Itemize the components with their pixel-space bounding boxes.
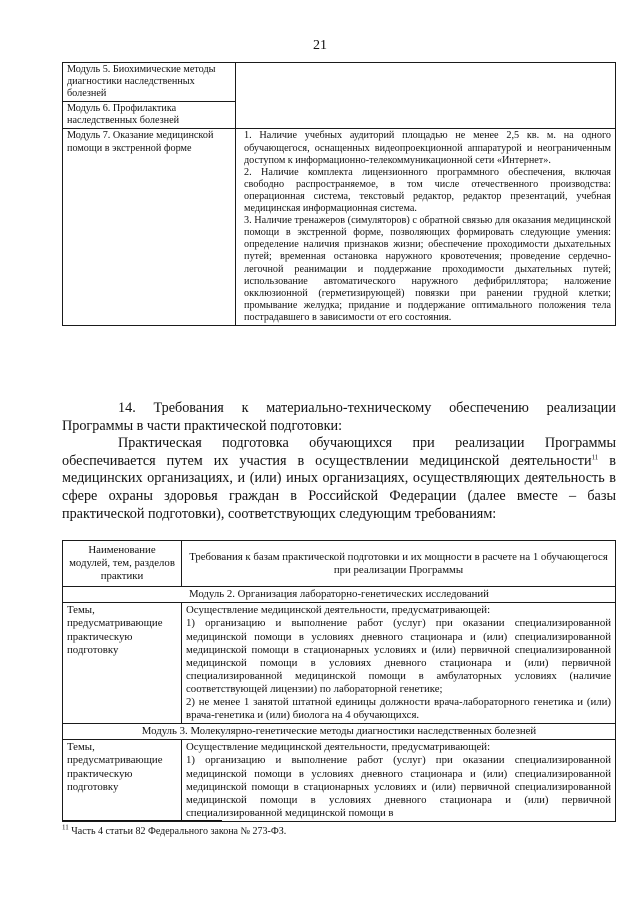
requirement-item: 2) не менее 1 занятой штатной единицы должности врача-лабораторного генетика и (или) врача-генетика и (или) биолога на 4 обучающихся.: [186, 696, 611, 722]
requirement-item: 1. Наличие учебных аудиторий площадью не менее 2,5 кв. м. на одного обучающегося, оснащенных видеопроекционной аппаратурой и неограниченным доступом к информационно-телекоммуникационной сети «Интернет».: [244, 130, 611, 166]
table-header-row: [63, 541, 616, 587]
header-cell-requirements: Требования к базам практической подготовки и их мощности в расчете на 1 обучающегося при реализации Программы: [182, 541, 616, 587]
practice-bases-table: [62, 540, 616, 822]
topic-cell: Темы, предусматривающие практическую подготовку: [63, 740, 182, 822]
section-heading: 14. Требования к материально-техническому обеспечению реализации Программы в части практической подготовки:: [62, 400, 616, 434]
paragraph-start: Практическая подготовка обучающихся при реализации Программы обеспечивается путем их участия в осуществлении медицинской деятельности: [62, 435, 616, 469]
table-row: [63, 63, 616, 102]
table-row: [63, 740, 616, 822]
requirements-table-continued: [62, 62, 616, 326]
page-number: 21: [313, 38, 327, 53]
footnote-text: Часть 4 статьи 82 Федерального закона № 273-ФЗ.: [71, 826, 287, 837]
footnote-mark: 11: [62, 823, 69, 832]
requirement-item: 3. Наличие тренажеров (симуляторов) с обратной связью для оказания медицинской помощи в экстренной форме, позволяющих формировать следующие умения: определение наличия признаков жизни; обеспечение проходимости дыхательных путей; временная остановка наружного кровотечения; проведение сердечно-легочной реанимации и поддержание проходимости дыхательных путей; использование автоматического наружного дефибриллятора; наложение окклюзионной (герметизирующей) повязки при ранении грудной клетки; промывание желудка; придание и поддержание оптимального положения тела пострадавшего в зависимости от его состояния.: [244, 215, 611, 323]
header-cell-modules: Наименование модулей, тем, разделов практики: [63, 541, 182, 587]
table-row: [63, 603, 616, 724]
module-cell: Модуль 6. Профилактика наследственных болезней: [63, 102, 236, 129]
module-cell: Модуль 7. Оказание медицинской помощи в экстренной форме: [63, 129, 236, 326]
requirements-intro: Осуществление медицинской деятельности, предусматривающей:: [186, 741, 491, 754]
topic-cell: Темы, предусматривающие практическую подготовку: [63, 603, 182, 724]
module-title: Модуль 3. Молекулярно-генетические методы диагностики наследственных болезней: [63, 724, 616, 740]
module-row: [63, 724, 616, 740]
requirement-item: 1) организацию и выполнение работ (услуг) при оказании специализированной медицинской помощи в условиях дневного стационара и (или) специализированной медицинской помощи в стационарных условиях и (или) первичной специализированной медицинской помощи в условиях дневного стационара и (или) первичной специализированной медицинской помощи в: [186, 754, 611, 819]
requirement-item: 2. Наличие комплекта лицензионного программного обеспечения, включая свободно распространяемое, в том числе отечественного производства: операционная система, текстовый редактор, редактор презентаций, учебная медицинская информационная система.: [244, 166, 611, 215]
module-cell: Модуль 5. Биохимические методы диагностики наследственных болезней: [63, 63, 236, 102]
footnote-ref: 11: [591, 453, 599, 462]
section-14: [62, 400, 616, 523]
requirements-intro: Осуществление медицинской деятельности, предусматривающей:: [186, 604, 491, 617]
footnote-divider: [62, 820, 222, 821]
requirements-cell-empty: [236, 63, 616, 129]
module-title: Модуль 2. Организация лабораторно-генетических исследований: [63, 587, 616, 603]
footnote: [62, 823, 287, 837]
table-row: [63, 129, 616, 326]
requirements-cell: [182, 740, 616, 822]
requirement-item: 1) организацию и выполнение работ (услуг) при оказании специализированной медицинской помощи в условиях дневного стационара и (или) специализированной медицинской помощи в стационарных условиях и (или) первичной специализированной медицинской помощи в условиях дневного стационара и (или) первичной специализированной медицинской помощи в амбулаторных условиях (наличие соответствующей лицензии) по лабораторной генетике;: [186, 617, 611, 695]
requirements-cell: [182, 603, 616, 724]
section-paragraph: [62, 435, 616, 523]
paragraph-end: в медицинских организациях, и (или) иных организациях, осуществляющих деятельность в сфере охраны здоровья граждан в Российской Федерации (далее вместе – базы практической подготовки), соответствующих следующим требованиям:: [62, 452, 616, 522]
requirements-cell: [236, 129, 616, 326]
module-row: [63, 587, 616, 603]
